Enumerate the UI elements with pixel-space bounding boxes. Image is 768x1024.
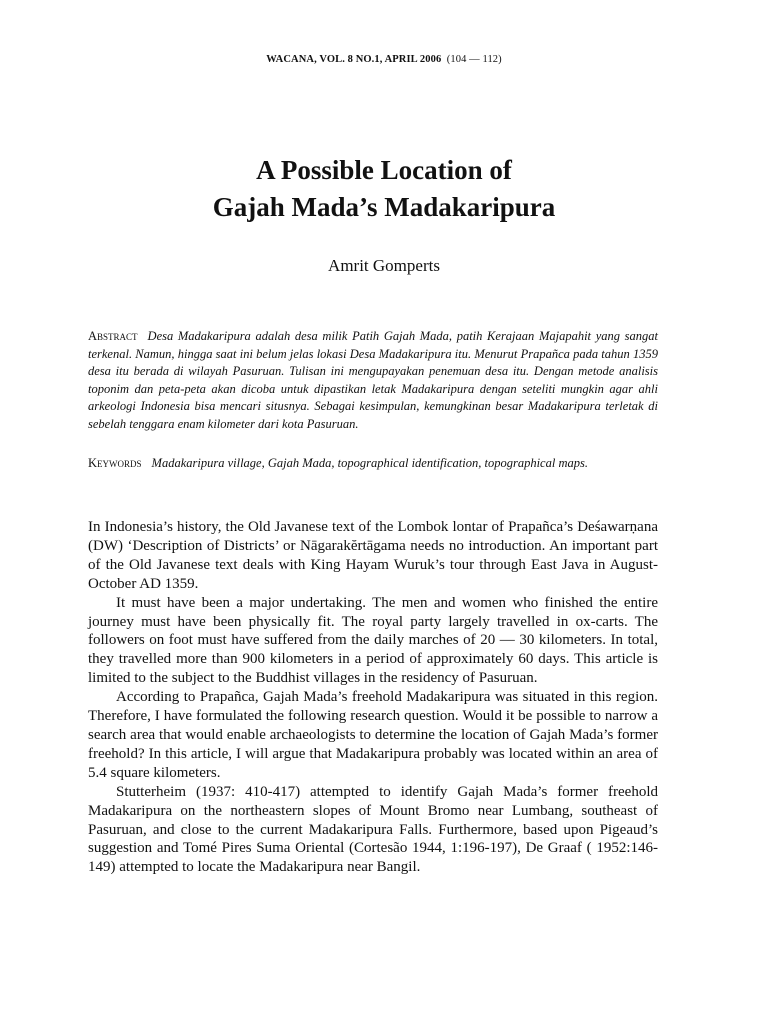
- abstract: [88, 328, 658, 433]
- body-paragraph: Stutterheim (1937: 410-417) attempted to identify Gajah Mada’s former freehold Madakaripura on the northeastern slopes of Mount Bromo near Lumbang, southeast of Pasuruan, and close to the current Madakaripura Falls. Furthermore, based upon Pigeaud’s suggestion and Tomé Pires Suma Oriental (Cortesão 1944, 1:196-197), De Graaf ( 1952:146-149) attempted to locate the Madakaripura near Bangil.: [88, 783, 658, 876]
- body-paragraph: It must have been a major undertaking. The men and women who finished the entire journey must have been physically fit. The royal party largely travelled in ox-carts. The followers on foot must have suffered from the daily marches of 20 — 30 kilometers. In total, they travelled more than 900 kilometers in a period of approximately 60 days. This article is limited to the subject to the Buddhist villages in the residency of Pasuruan.: [88, 594, 658, 687]
- title-line-1: A Possible Location of: [256, 155, 512, 185]
- keywords-label: Keywords: [88, 456, 142, 470]
- page-range: (104 — 112): [446, 54, 502, 65]
- article-title: [0, 152, 768, 226]
- body-paragraph: In Indonesia’s history, the Old Javanese text of the Lombok lontar of Prapañca’s Deśawarṇana (DW) ‘Description of Districts’ or Nāgarakĕrtāgama needs no introduction. An important part of the Old Javanese text deals with King Hayam Wuruk’s tour through East Java in August-October AD 1359.: [88, 519, 658, 592]
- abstract-text: Desa Madakaripura adalah desa milik Patih Gajah Mada, patih Kerajaan Majapahit yang sangat terkenal. Namun, hingga saat ini belum jelas lokasi Desa Madakaripura itu. Menurut Prapañca pada tahun 1359 desa itu berada di wilayah Pasuruan. Tulisan ini mengupayakan penemuan desa itu. Dengan metode analisis toponim dan peta-peta akan dicoba untuk dipastikan letak Madakaripura dengan seteliti mungkin agar ahli arkeologi Indonesia bisa mencari situsnya. Sebagai kesimpulan, kemungkinan besar Madakaripura terletak di sebelah tenggara enam kilometer dari kota Pasuruan.: [88, 329, 658, 431]
- body-paragraph: According to Prapañca, Gajah Mada’s freehold Madakaripura was situated in this region. Therefore, I have formulated the following research question. Would it be possible to narrow a search area that would enable archaeologists to determine the location of Gajah Mada’s former freehold? In this article, I will argue that Madakaripura probably was located within an area of 5.4 square kilometers.: [88, 689, 658, 781]
- article-body: [88, 518, 658, 877]
- title-line-2: Gajah Mada’s Madakaripura: [212, 192, 556, 222]
- running-header: [0, 54, 768, 65]
- keywords-text: Madakaripura village, Gajah Mada, topographical identification, topographical maps.: [151, 456, 588, 470]
- abstract-label: Abstract: [88, 329, 138, 343]
- keywords: [88, 454, 658, 472]
- journal-citation: WACANA, VOL. 8 NO.1, APRIL 2006: [266, 54, 442, 65]
- author-name: Amrit Gomperts: [328, 256, 440, 275]
